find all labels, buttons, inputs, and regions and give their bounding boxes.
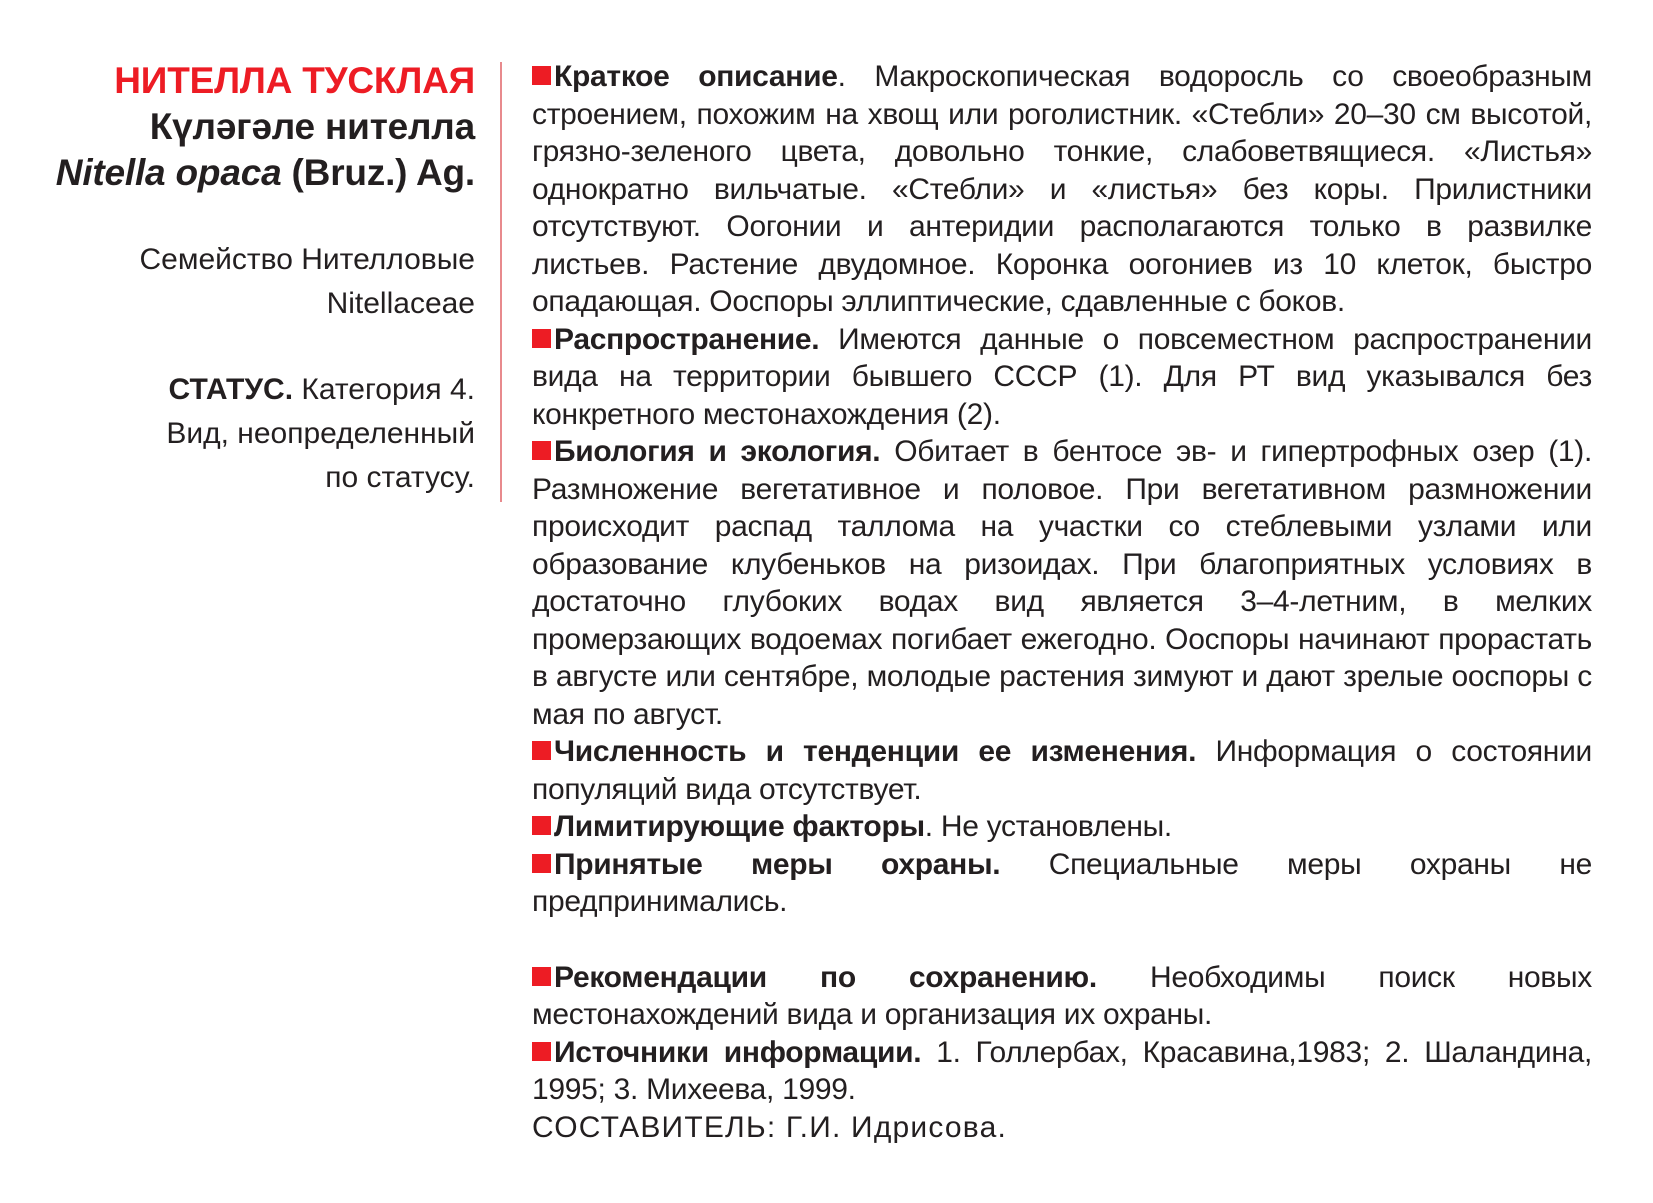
section-heading: Краткое описание: [554, 60, 838, 93]
compiler-credit: СОСТАВИТЕЛЬ: Г.И. Идрисова.: [532, 1110, 1008, 1144]
section-heading: Лимитирующие факторы: [554, 810, 925, 843]
section-limiting-factors: [532, 808, 1592, 846]
section-sources: [532, 1034, 1592, 1109]
section-distribution: [532, 321, 1592, 434]
column-divider: [500, 62, 502, 502]
red-square-bullet-icon: [532, 967, 551, 986]
species-description: [532, 58, 1592, 1146]
status-line-2: Вид, неопределенный: [166, 417, 475, 450]
section-heading: Источники информации.: [554, 1035, 922, 1069]
section-heading: Рекомендации по сохранению.: [554, 960, 1097, 994]
latin-binomial: Nitella opaca: [55, 152, 282, 193]
section-description: [532, 58, 1592, 321]
family-name-russian: Семейство Нителловые: [139, 243, 475, 276]
red-square-bullet-icon: [532, 441, 551, 460]
status-info: [30, 368, 475, 500]
species-title-latin: [30, 150, 475, 196]
red-square-bullet-icon: [532, 1042, 551, 1061]
section-text: Имеются данные о повсеместном распространении вида на территории бывшего СССР (1). Для РТ вид указывался без конкретного местонахождения (2).: [532, 322, 1592, 431]
section-protection-measures: [532, 846, 1592, 921]
section-abundance: [532, 733, 1592, 808]
red-square-bullet-icon: [532, 66, 551, 85]
family-name-latin: Nitellaceae: [326, 287, 475, 320]
section-biology: [532, 433, 1592, 733]
species-title-tatar: Күләгәле нителла: [149, 106, 475, 147]
status-label: СТАТУС.: [168, 373, 294, 406]
section-text: Обитает в бентосе эв- и гипертрофных озер (1). Размножение вегетативное и половое. При вегетативном размножении происходит распад таллома на участки со стеблевыми узлами или образование клубеньков на ризоидах. При благоприятных условиях в достаточно глубоких водах вид является 3–4-летним, в мелких промерзающих водоемах погибает ежегодно. Ооспоры начинают прорастать в августе или сентябре, молодые растения зимуют и дают зрелые ооспоры с мая по август.: [532, 435, 1593, 731]
status-category: Категория 4.: [301, 373, 475, 406]
species-header: [30, 58, 475, 500]
section-text: 1. Голлербах, Красавина,1983; 2. Шаландина, 1995; 3. Михеева, 1999.: [532, 1035, 1593, 1106]
status-line-1: [30, 368, 475, 412]
section-heading: Принятые меры охраны.: [554, 847, 1001, 881]
section-recommendations: [532, 959, 1592, 1034]
red-square-bullet-icon: [532, 854, 551, 873]
section-heading: Распространение.: [554, 322, 820, 356]
section-text: Информация о состоянии популяций вида отсутствует.: [532, 735, 1592, 806]
red-square-bullet-icon: [532, 816, 551, 835]
red-square-bullet-icon: [532, 741, 551, 760]
red-square-bullet-icon: [532, 329, 551, 348]
species-title-russian: НИТЕЛЛА ТУСКЛАЯ: [114, 60, 475, 101]
section-text: Специальные меры охраны не предпринимались.: [532, 847, 1592, 918]
status-line-3: по статусу.: [325, 461, 475, 494]
family-info: [30, 238, 475, 326]
section-text: Необходимы поиск новых местонахождений вида и организация их охраны.: [532, 960, 1593, 1031]
section-text: . Макроскопическая водоросль со своеобразным строением, похожим на хвощ или роголистник. «Стебли» 20–30 см высотой, грязно-зеленого цвета, довольно тонкие, слабоветвящиеся. «Листья» однократно вильчатые. «Стебли» и «листья» без коры. Прилистники отсутствуют. Оогонии и антеридии располагаются только в развилке листьев. Растение двудомное. Коронка оогониев из 10 клеток, быстро опадающая. Ооспоры эллиптические, сдавленные с боков.: [532, 60, 1593, 318]
section-text: . Не установлены.: [924, 810, 1172, 843]
latin-author: (Bruz.) Ag.: [291, 152, 475, 193]
section-heading: Численность и тенденции ее изменения.: [554, 735, 1197, 768]
section-heading: Биология и экология.: [554, 435, 881, 468]
